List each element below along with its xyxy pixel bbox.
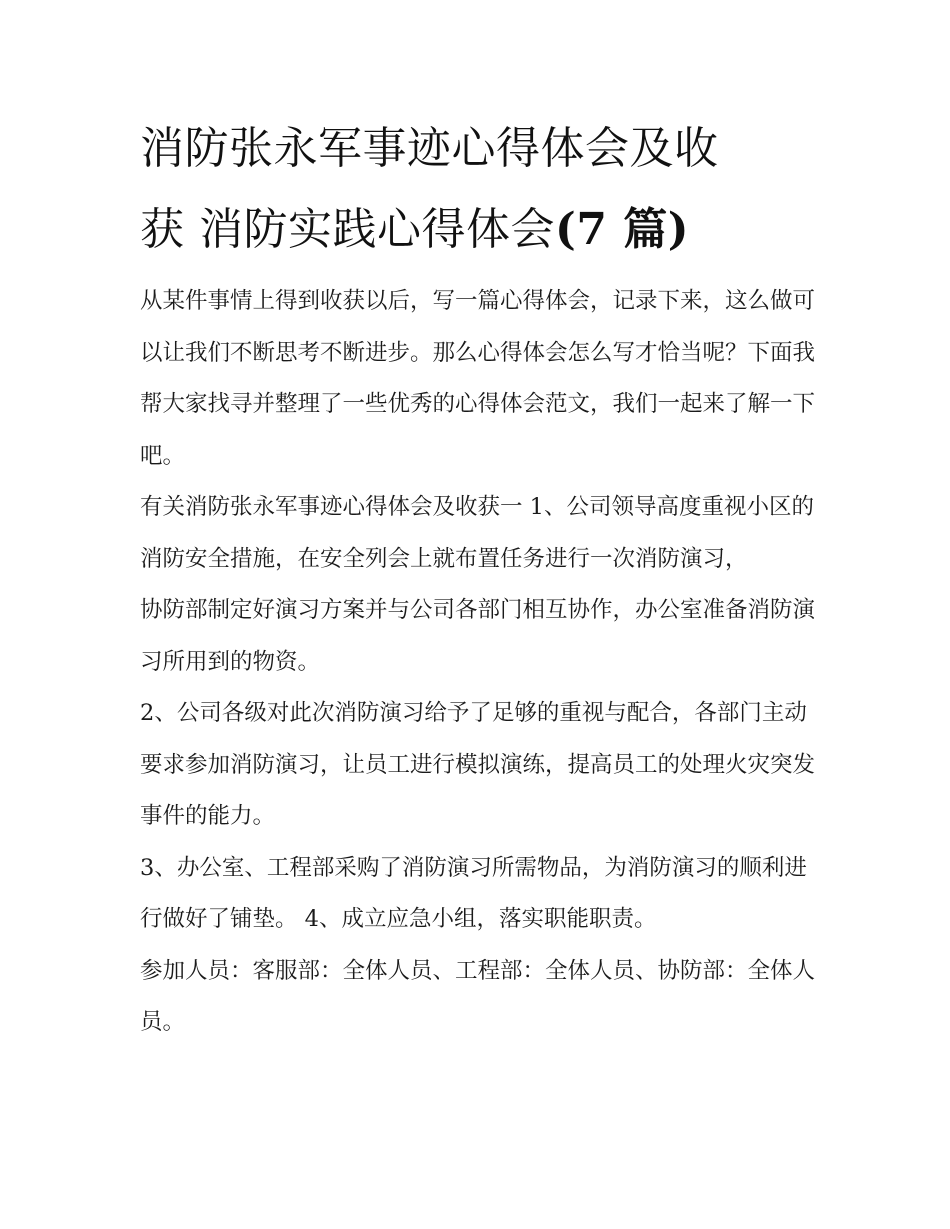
- paragraph-point-2: 2、公司各级对此次消防演习给予了足够的重视与配合，各部门主动要求参加消防演习，让员工进行模拟演练，提高员工的处理火灾突发事件的能力。: [140, 700, 816, 829]
- document-body: [140, 276, 820, 1049]
- paragraph-participants: 参加人员：客服部：全体人员、工程部：全体人员、协防部：全体人员。: [140, 957, 816, 1035]
- paragraph-coordination: 协防部制定好演习方案并与公司各部门相互协作，办公室准备消防演习所用到的物资。: [140, 597, 816, 675]
- paragraph-section-1: 有关消防张永军事迹心得体会及收获一 1、公司领导高度重视小区的消防安全措施，在安全列会上就布置任务进行一次消防演习，: [140, 494, 814, 572]
- title-line-2-prefix: 获 消防实践心得体会: [140, 204, 555, 255]
- paragraph-point-3-4: 3、办公室、工程部采购了消防演习所需物品，为消防演习的顺利进行做好了铺垫。 4、成立应急小组，落实职能职责。: [140, 854, 807, 932]
- document-title: [140, 108, 820, 270]
- title-line-2-suffix: (7 篇): [555, 204, 690, 255]
- paragraph-intro: 从某件事情上得到收获以后，写一篇心得体会，记录下来，这么做可以让我们不断思考不断进步。那么心得体会怎么写才恰当呢？下面我帮大家找寻并整理了一些优秀的心得体会范文，我们一起来了解一下吧。: [140, 288, 816, 469]
- title-line-1: 消防张永军事迹心得体会及收: [140, 123, 719, 174]
